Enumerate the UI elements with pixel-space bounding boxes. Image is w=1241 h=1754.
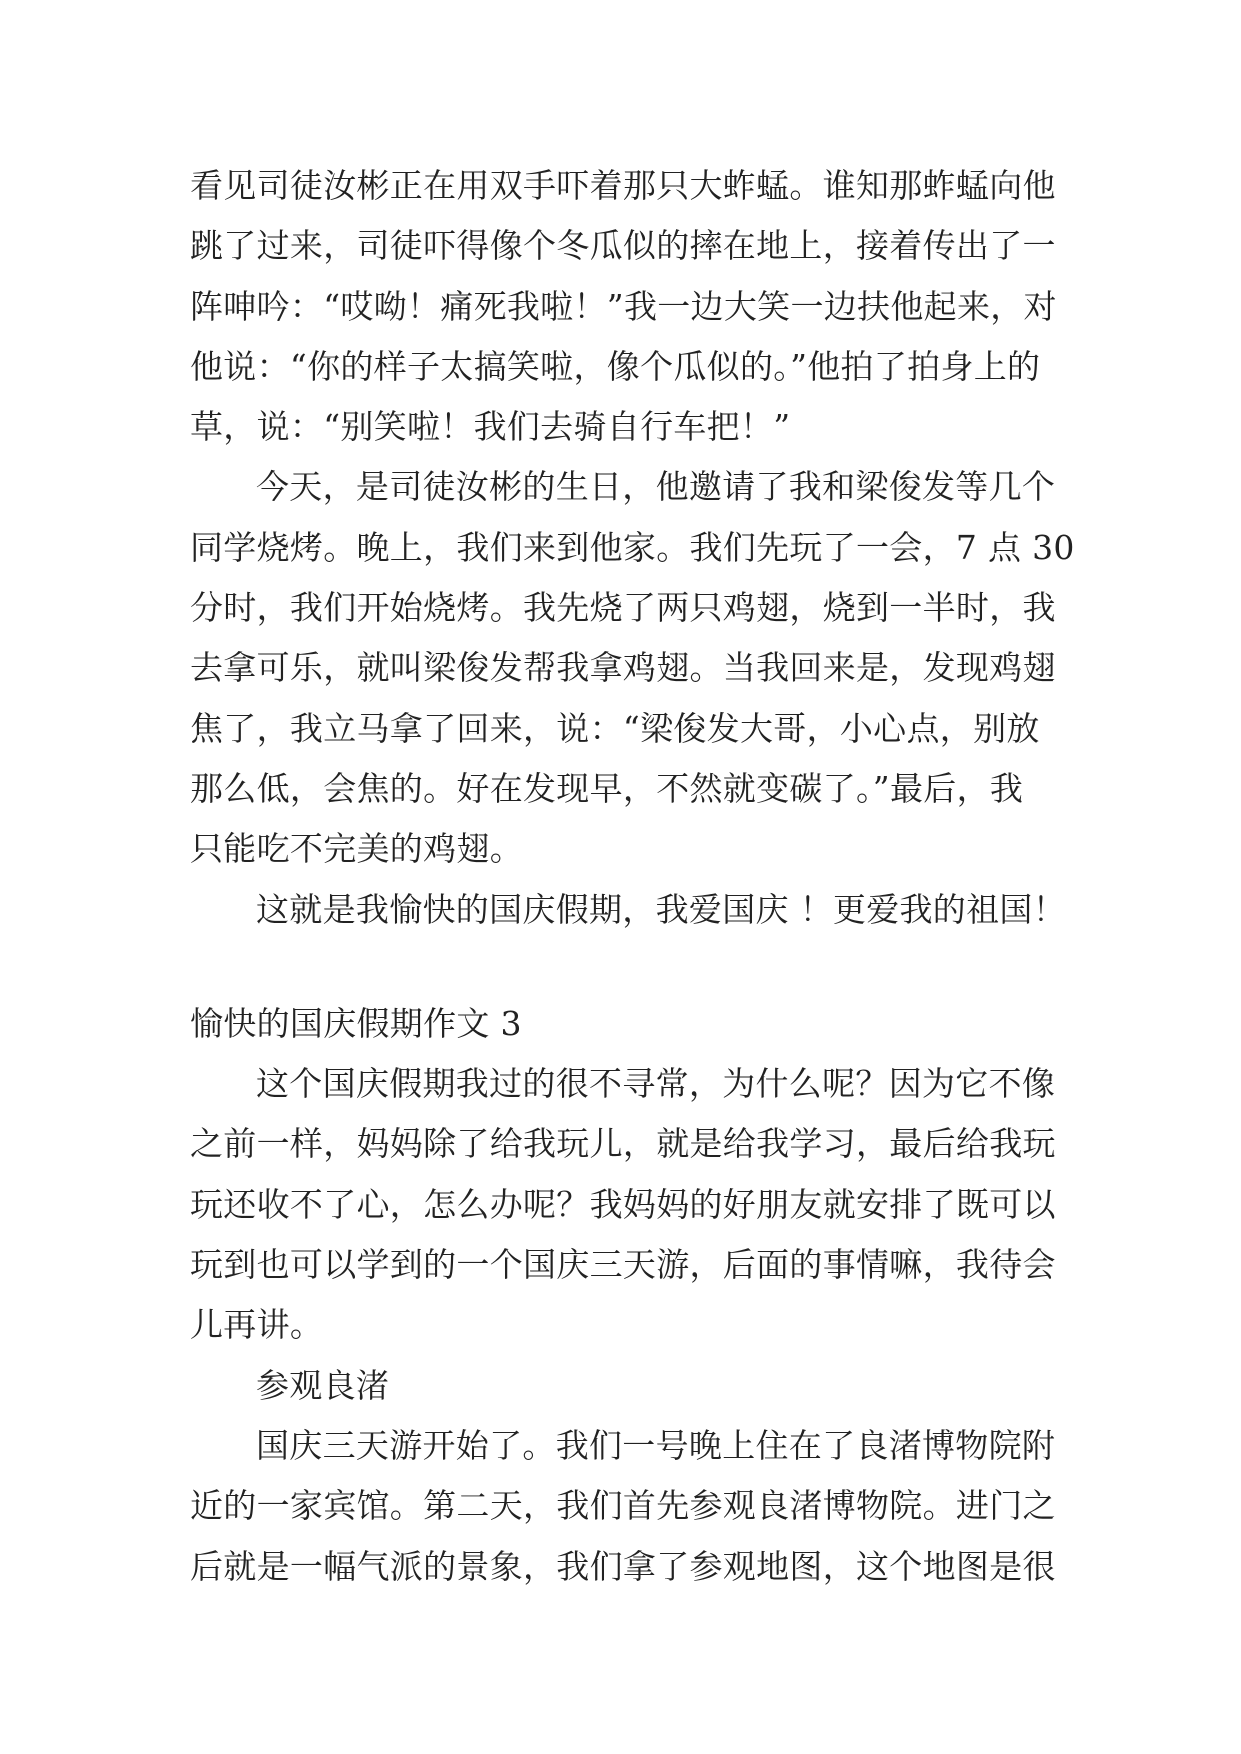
text-line: 这就是我愉快的国庆假期，我爱国庆 ！更爱我的祖国！ bbox=[256, 889, 1066, 929]
essay-text bbox=[190, 156, 1075, 1597]
text-line: 草，说：“别笑啦！我们去骑自行车把！” bbox=[190, 407, 791, 447]
text-line: 后就是一幅气派的景象，我们拿了参观地图，这个地图是很 bbox=[190, 1546, 1056, 1586]
text-line: 去拿可乐，就叫梁俊发帮我拿鸡翅。当我回来是，发现鸡翅 bbox=[190, 648, 1056, 688]
text-line: 只能吃不完美的鸡翅。 bbox=[190, 829, 523, 869]
text-line: 跳了过来，司徒吓得像个冬瓜似的摔在地上，接着传出了一 bbox=[190, 226, 1056, 266]
text-line: 近的一家宾馆。第二天，我们首先参观良渚博物院。进门之 bbox=[190, 1486, 1056, 1526]
paragraph-museum bbox=[190, 1416, 1058, 1597]
text-line: 玩到也可以学到的一个国庆三天游，后面的事情嘛，我待会 bbox=[190, 1245, 1056, 1285]
text-line: 玩还收不了心，怎么办呢？我妈妈的好朋友就安排了既可以 bbox=[190, 1184, 1056, 1224]
text-line: 他说：“你的样子太搞笑啦，像个瓜似的。”他拍了拍身上的 bbox=[190, 346, 1041, 386]
text-line: 国庆三天游开始了。我们一号晚上住在了良渚博物院附 bbox=[256, 1425, 1056, 1465]
subheading: 参观良渚 bbox=[256, 1365, 390, 1405]
essay-title: 愉快的国庆假期作文 3 bbox=[190, 1003, 522, 1043]
text-line: 同学烧烤。晚上，我们来到他家。我们先玩了一会，7 点 30 bbox=[190, 527, 1075, 567]
text-line: 之前一样，妈妈除了给我玩儿，就是给我学习，最后给我玩 bbox=[190, 1124, 1056, 1164]
text-line: 分时，我们开始烧烤。我先烧了两只鸡翅，烧到一半时，我 bbox=[190, 588, 1056, 628]
text-line: 看见司徒汝彬正在用双手吓着那只大蚱蜢。谁知那蚱蜢向他 bbox=[190, 166, 1056, 205]
section-gap bbox=[190, 940, 1058, 994]
text-line: 那么低，会焦的。好在发现早，不然就变碳了。”最后，我 bbox=[190, 768, 1024, 808]
text-line: 儿再讲。 bbox=[190, 1305, 324, 1345]
paragraph-birthday bbox=[190, 457, 1075, 879]
text-line: 这个国庆假期我过的很不寻常，为什么呢？因为它不像 bbox=[256, 1064, 1056, 1104]
text-line: 阵呻吟：“哎呦！痛死我啦！”我一边大笑一边扶他起来，对 bbox=[190, 286, 1057, 326]
paragraph-intro bbox=[190, 1054, 1058, 1355]
text-line: 今天，是司徒汝彬的生日，他邀请了我和梁俊发等几个 bbox=[256, 467, 1056, 507]
paragraph-conclusion bbox=[190, 880, 1066, 940]
paragraph-continued bbox=[190, 156, 1058, 457]
text-line: 焦了，我立马拿了回来，说：“梁俊发大哥，小心点，别放 bbox=[190, 708, 1040, 748]
